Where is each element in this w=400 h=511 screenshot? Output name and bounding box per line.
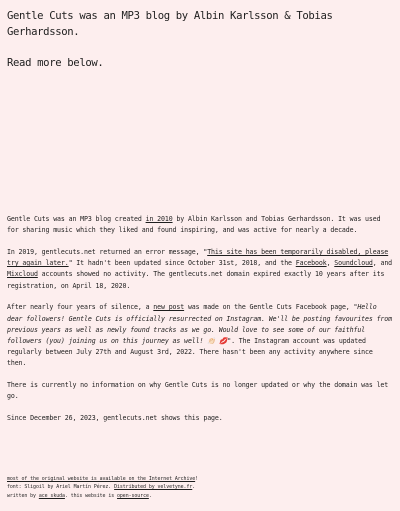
intro-section <box>7 8 393 71</box>
text: . <box>192 484 196 491</box>
intro-read-more: Read more below. <box>7 57 104 69</box>
text: . this website is <box>64 492 118 499</box>
text: Gentle Cuts was an MP3 blog created <box>7 215 146 223</box>
link-new-post[interactable]: new post <box>153 303 185 312</box>
footer-line-credits <box>7 492 393 500</box>
paragraph-error <box>7 247 393 292</box>
link-velvetyne[interactable]: Distributed by velvetyne.fr <box>114 484 193 491</box>
link-soundcloud[interactable]: Soundcloud <box>334 259 373 268</box>
paragraph-since: Since December 26, 2023, gentlecuts.net shows this page. <box>7 414 223 423</box>
link-error-message[interactable]: This site has been temporarily disabled, please try again later. <box>7 248 389 268</box>
link-internet-archive[interactable]: most of the original website is available on the Internet Archive <box>7 476 196 482</box>
facebook-quote: Hello dear followers! Gentle Cuts is officially resurrected on Instagram. We'll be posting favourites from previous years as well as newly found tracks as we go. Would love to see some of our faithful followers (you) joining us on this journey as well! 👏🏻 💋 <box>7 303 392 346</box>
text: . <box>148 492 152 499</box>
link-open-source[interactable]: open-source <box>117 492 149 499</box>
text: font: Sligoil by Ariel Martín Pérez. <box>7 484 115 491</box>
link-mixcloud[interactable]: Mixcloud <box>7 270 38 279</box>
intro-heading: Gentle Cuts was an MP3 blog by Albin Karlsson & Tobias Gerhardsson. <box>7 10 333 38</box>
paragraph-history <box>7 214 393 236</box>
text: ". The Instagram account was updated regularly between July 27th and August 3rd, 2022. There hasn't been any activity anywhere since then. <box>7 337 373 368</box>
link-author[interactable]: ace skuda <box>38 492 65 499</box>
text: by Albin Karlsson and Tobias Gerhardsson. It was used for sharing music which they liked and found inspiring, and was active for nearly a decade. <box>7 215 381 235</box>
text: ! <box>195 476 199 482</box>
text: written by <box>7 492 39 499</box>
text: accounts showed no activity. The gentlecuts.net domain expired exactly 10 years after its registration, on April 18, 2020. <box>7 270 385 290</box>
footer-line-archive <box>7 475 393 483</box>
footer-line-font <box>7 483 393 491</box>
text: , <box>326 259 335 268</box>
paragraph-no-info: There is currently no information on why Gentle Cuts is no longer updated or why the domain was let go. <box>7 381 389 401</box>
paragraph-resurrection <box>7 302 393 369</box>
text: , and <box>372 259 393 268</box>
text: After nearly four years of silence, a <box>7 303 154 312</box>
text: was made on the Gentle Cuts Facebook page, " <box>184 303 358 312</box>
footer <box>7 475 393 500</box>
text: " It hadn't been updated since October 31st, 2018, and the <box>68 259 296 268</box>
intro-spacer <box>7 40 393 55</box>
text: In 2019, gentlecuts.net returned an error message, " <box>7 248 208 256</box>
article-body <box>7 214 393 435</box>
link-2010[interactable]: in 2010 <box>145 215 173 223</box>
link-facebook[interactable]: Facebook <box>295 259 327 268</box>
